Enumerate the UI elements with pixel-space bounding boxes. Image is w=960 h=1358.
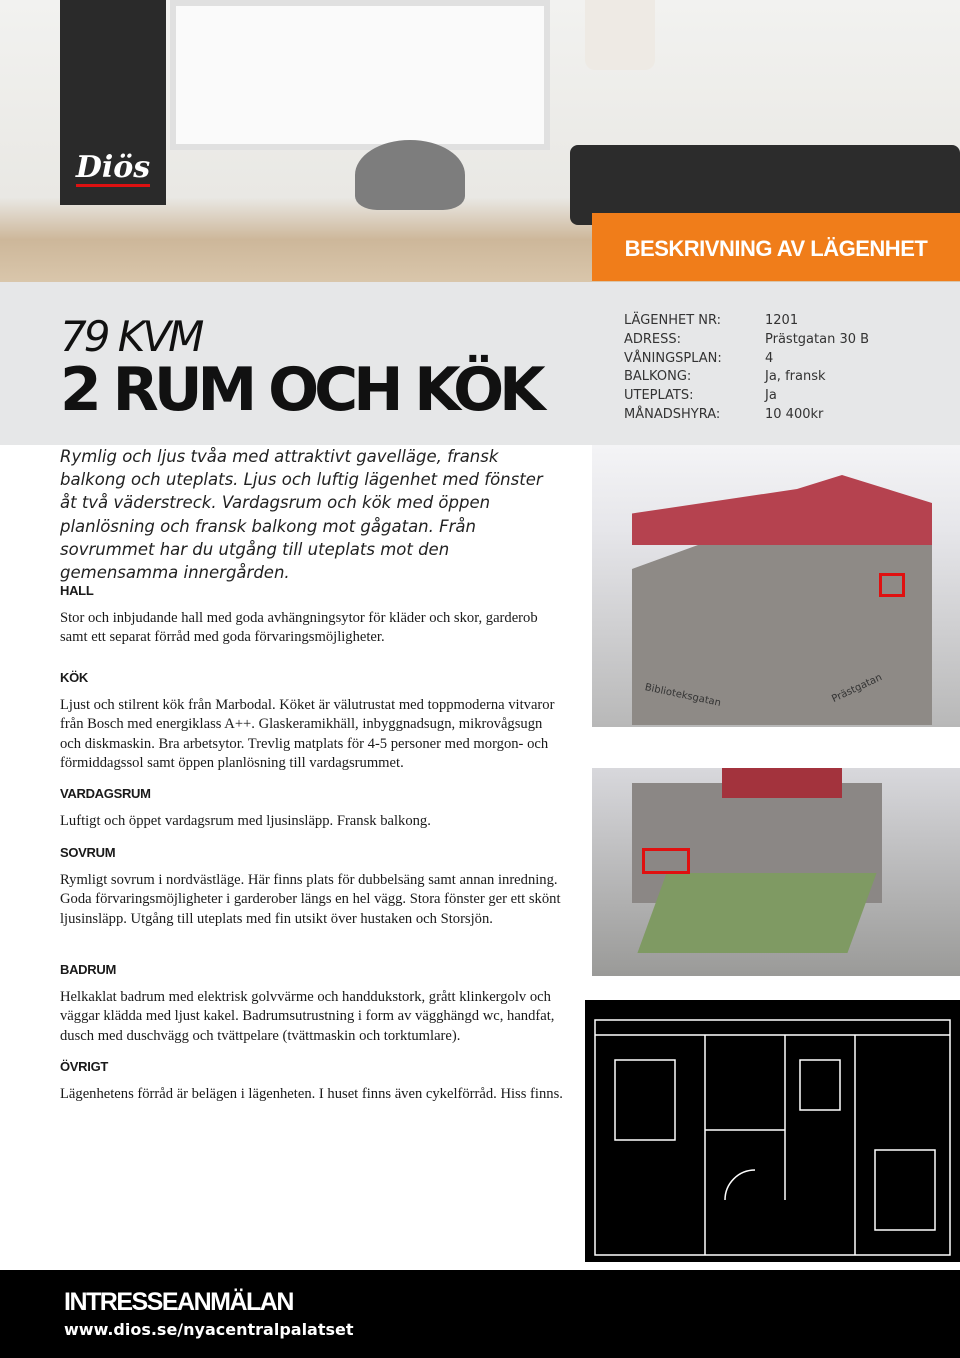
fact-row [624,312,869,331]
section-title: ÖVRIGT [60,1059,109,1074]
fact-label: LÄGENHET NR: [624,313,722,328]
logo-text: Diös [75,150,151,185]
street-label: Biblioteksgatan [643,682,722,709]
apartment-rooms: 2 RUM OCH KÖK [60,355,541,425]
fact-value: 10 400kr [765,406,824,422]
courtyard-lawn [637,873,876,953]
section-title: BADRUM [60,962,116,977]
building-render [592,445,960,727]
lamp-image [585,0,655,70]
footer-title: INTRESSEANMÄLAN [64,1288,293,1316]
section-text: Ljust och stilrent kök från Marbodal. Köket är välutrustat med toppmoderna vitvaror från Bosch med energiklass A++. Glaskeramikhäll, inbyggnadsugn, mikrovågsugn och diskmaskin. Bra arbetsytor. Trevlig matplats för 4-5 personer med morgon- och förmiddagssol samt öppen planlösning till vardagsrummet. [60,697,555,771]
chair-image [355,140,465,210]
fact-value: Ja, fransk [765,369,826,385]
section-text: Helkaklat badrum med elektrisk golvvärme och handdukstork, grått klinkergolv och väggar klädda med ljust kakel. Badrumsutrustning i form av vägghängd wc, handfat, dusch med duschvägg och tvättpelare (tvättmaskin och torktumlare). [60,989,555,1044]
section-title: SOVRUM [60,845,116,860]
apartment-marker [879,573,905,597]
section-badrum [60,962,565,1046]
fact-row [624,387,869,406]
fact-value: Prästgatan 30 B [765,331,870,347]
building-roof [722,768,842,798]
floor-plan-drawing [585,1000,960,1262]
section-title: HALL [60,583,94,598]
fact-label: UTEPLATS: [624,388,694,404]
section-text: Lägenhetens förråd är belägen i lägenheten. I huset finns även cykelförråd. Hiss finns. [60,1086,563,1102]
street-label: Prästgatan [830,672,884,705]
section-hall [60,583,565,648]
fact-value: Ja [765,388,777,404]
section-text: Stor och inbjudande hall med goda avhängningsytor för kläder och skor, garderob samt ett separat förråd med goda förvaringsmöjligheter. [60,610,538,646]
window-image [170,0,550,150]
apartment-size: 79 KVM [60,312,202,361]
footer [0,1270,960,1358]
courtyard-render [592,768,960,976]
section-title: KÖK [60,670,88,685]
section-text: Rymligt sovrum i nordvästläge. Här finns plats för dubbelsäng samt annan inredning. Goda förvaringsmöjligheter i garderober längs en hel vägg. Stora fönster ger ett skönt ljusinsläpp. Utgång till uteplats med fin utsikt över hustaken och Storsjön. [60,872,561,927]
section-vardagsrum [60,786,565,831]
fact-row [624,406,869,425]
intro-text: Rymlig och ljus tvåa med attraktivt gavelläge, fransk balkong och uteplats. Ljus och luftig lägenhet med fönster åt två väderstreck. Vardagsrum och kök med öppen planlösning och fransk balkong mot gågatan. Från sovrummet har du utgång till uteplats mot den gemensamma innergården. [60,447,543,583]
fact-label: BALKONG: [624,369,692,385]
fact-row [624,350,869,369]
section-title: VARDAGSRUM [60,786,151,801]
facts-list [624,312,869,425]
fact-label: ADRESS: [624,331,682,347]
floor-plan [585,1000,960,1262]
section-text: Luftigt och öppet vardagsrum med ljusinsläpp. Fransk balkong. [60,813,431,829]
section-kok [60,670,565,773]
fact-row [624,368,869,387]
dios-logo [60,0,166,205]
fact-label: VÅNINGSPLAN: [624,350,722,366]
fact-row [624,331,869,350]
footer-url[interactable]: www.dios.se/nyacentralpalatset [64,1320,354,1339]
fact-value: 4 [765,350,774,366]
building-roof [632,475,932,545]
fact-label: MÅNADSHYRA: [624,406,721,422]
apartment-marker [642,848,690,874]
section-sovrum [60,845,565,929]
section-ovrigt [60,1059,565,1104]
section-banner: BESKRIVNING AV LÄGENHET [592,213,960,281]
fact-value: 1201 [765,313,799,328]
